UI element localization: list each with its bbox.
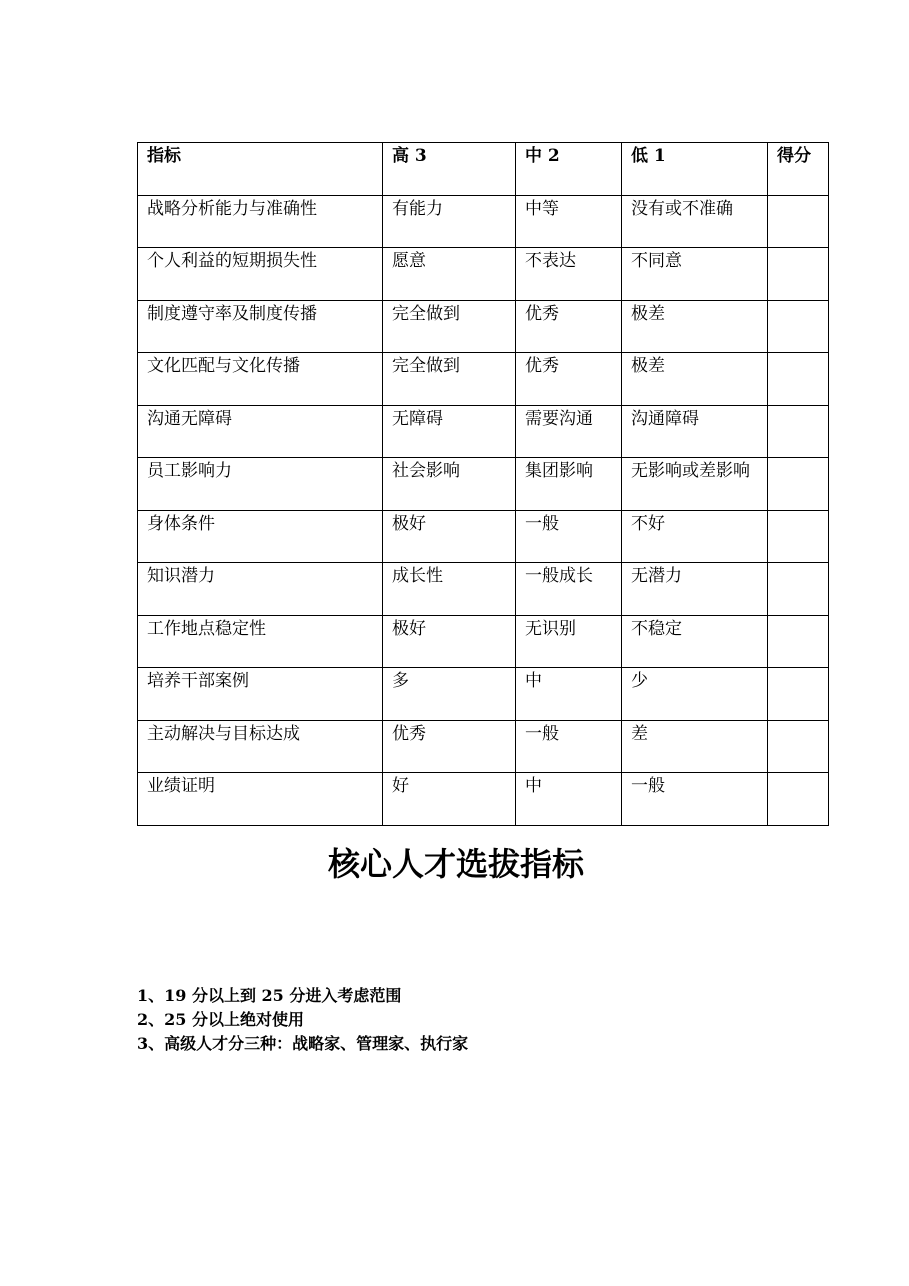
table-row (138, 773, 829, 826)
table-row (138, 405, 829, 458)
medium-cell: 无识别 (516, 615, 622, 668)
score-cell (768, 300, 829, 353)
note-item: 3、高级人才分三种：战略家、管理家、执行家 (137, 1034, 469, 1053)
table-row (138, 563, 829, 616)
table-row (138, 668, 829, 721)
score-cell (768, 668, 829, 721)
low-cell: 不稳定 (622, 615, 768, 668)
low-cell: 极差 (622, 300, 768, 353)
score-cell (768, 353, 829, 406)
high-cell: 优秀 (383, 720, 516, 773)
selection-criteria-table (137, 142, 829, 826)
header-indicator: 指标 (138, 143, 383, 196)
medium-cell: 中 (516, 773, 622, 826)
medium-cell: 集团影响 (516, 458, 622, 511)
indicator-cell: 员工影响力 (138, 458, 383, 511)
score-cell (768, 195, 829, 248)
high-cell: 愿意 (383, 248, 516, 301)
indicator-cell: 身体条件 (138, 510, 383, 563)
table-row (138, 720, 829, 773)
indicator-cell: 业绩证明 (138, 773, 383, 826)
indicator-cell: 文化匹配与文化传播 (138, 353, 383, 406)
high-cell: 好 (383, 773, 516, 826)
high-cell: 完全做到 (383, 300, 516, 353)
high-cell: 有能力 (383, 195, 516, 248)
low-cell: 极差 (622, 353, 768, 406)
score-cell (768, 405, 829, 458)
page-title: 核心人才选拔指标 (327, 845, 584, 883)
medium-cell: 需要沟通 (516, 405, 622, 458)
score-cell (768, 563, 829, 616)
low-cell: 一般 (622, 773, 768, 826)
medium-cell: 不表达 (516, 248, 622, 301)
score-cell (768, 615, 829, 668)
medium-cell: 一般 (516, 510, 622, 563)
low-cell: 无潜力 (622, 563, 768, 616)
table-row (138, 458, 829, 511)
indicator-cell: 工作地点稳定性 (138, 615, 383, 668)
medium-cell: 优秀 (516, 300, 622, 353)
header-low: 低 1 (622, 143, 768, 196)
table-row (138, 248, 829, 301)
low-cell: 少 (622, 668, 768, 721)
table-row (138, 300, 829, 353)
low-cell: 沟通障碍 (622, 405, 768, 458)
high-cell: 社会影响 (383, 458, 516, 511)
low-cell: 不好 (622, 510, 768, 563)
high-cell: 极好 (383, 615, 516, 668)
low-cell: 无影响或差影响 (622, 458, 768, 511)
score-cell (768, 248, 829, 301)
medium-cell: 一般成长 (516, 563, 622, 616)
medium-cell: 中等 (516, 195, 622, 248)
medium-cell: 一般 (516, 720, 622, 773)
low-cell: 没有或不准确 (622, 195, 768, 248)
table-row (138, 353, 829, 406)
score-cell (768, 510, 829, 563)
high-cell: 多 (383, 668, 516, 721)
indicator-cell: 沟通无障碍 (138, 405, 383, 458)
table-row (138, 195, 829, 248)
table-header-row (138, 143, 829, 196)
notes-list (137, 984, 468, 1056)
medium-cell: 中 (516, 668, 622, 721)
low-cell: 差 (622, 720, 768, 773)
header-medium: 中 2 (516, 143, 622, 196)
score-cell (768, 773, 829, 826)
indicator-cell: 主动解决与目标达成 (138, 720, 383, 773)
indicator-cell: 知识潜力 (138, 563, 383, 616)
header-high: 高 3 (383, 143, 516, 196)
table-row (138, 615, 829, 668)
score-cell (768, 458, 829, 511)
high-cell: 完全做到 (383, 353, 516, 406)
high-cell: 成长性 (383, 563, 516, 616)
table-row (138, 510, 829, 563)
note-item: 1、19 分以上到 25 分进入考虑范围 (137, 986, 402, 1005)
indicator-cell: 制度遵守率及制度传播 (138, 300, 383, 353)
high-cell: 无障碍 (383, 405, 516, 458)
score-cell (768, 720, 829, 773)
high-cell: 极好 (383, 510, 516, 563)
medium-cell: 优秀 (516, 353, 622, 406)
low-cell: 不同意 (622, 248, 768, 301)
indicator-cell: 战略分析能力与准确性 (138, 195, 383, 248)
indicator-cell: 培养干部案例 (138, 668, 383, 721)
note-item: 2、25 分以上绝对使用 (137, 1010, 304, 1029)
header-score: 得分 (768, 143, 829, 196)
indicator-cell: 个人利益的短期损失性 (138, 248, 383, 301)
